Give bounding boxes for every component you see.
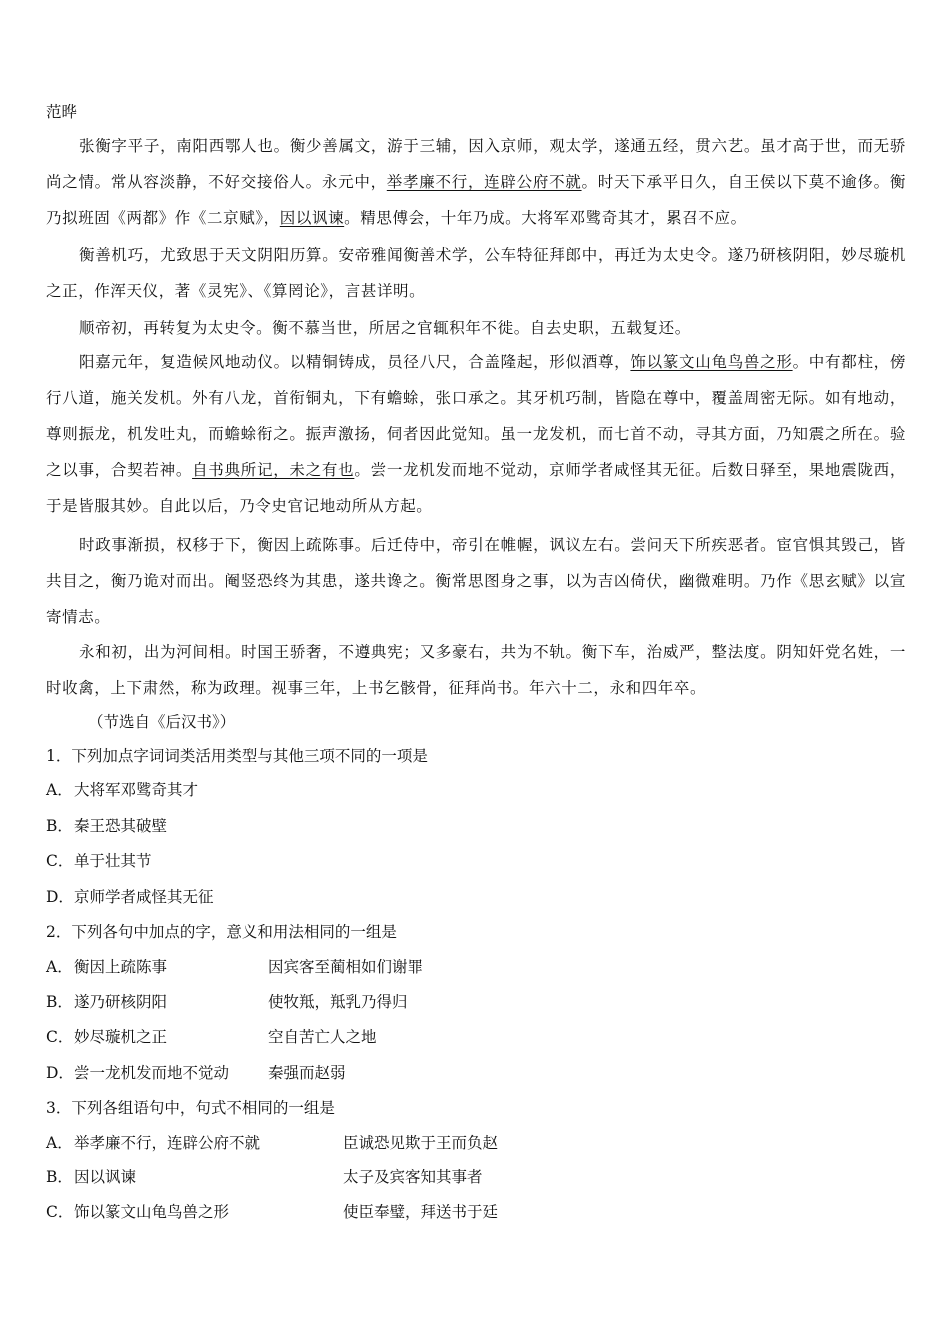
q2-option-c-right: 空自苦亡人之地 [268, 1028, 377, 1046]
q1-option-c[interactable] [46, 851, 152, 871]
q2-option-b[interactable] [46, 992, 167, 1012]
q2-option-a-right: 因宾客至蔺相如们谢罪 [268, 958, 424, 976]
question-3-stem: 3．下列各组语句中，句式不相同的一组是 [46, 1099, 335, 1117]
p1-text-b: 。时天下承平日久，自王侯以下莫不逾侈。衡乃拟班固《两都》作《二京赋》， [46, 173, 906, 227]
passage-paragraph-6: 永和初，出为河间相。时国王骄奢，不遵典宪；又多豪右，共为不轨。衡下车，治威严，整法度。阴知奸党名姓，一时收禽，上下肃然，称为政理。视事三年，上书乞骸骨，征拜尚书。年六十二，永和四年卒。 [46, 643, 906, 697]
q3-option-a-left: 举孝廉不行，连辟公府不就 [74, 1134, 261, 1152]
q3-option-a-letter: A． [46, 1134, 73, 1152]
p4-text-b: 。中有都柱，傍行八道，施关发机。外有八龙，首衔铜丸，下有蟾蜍，张口承之。其牙机巧制，皆隐在尊中，覆盖周密无际。如有地动，尊则振龙，机发吐丸，而蟾蜍衔之。振声激扬，伺者因此觉知。虽一龙发机，而七首不动，寻其方面，乃知震之所在。验之以事，合契若神。 [46, 353, 906, 479]
q2-option-d[interactable] [46, 1063, 229, 1083]
q1-option-d[interactable] [46, 887, 214, 907]
q2-option-b-right: 使牧羝，羝乳乃得归 [268, 993, 408, 1011]
q1-option-c-letter: C． [46, 852, 74, 870]
author-name: 范晔 [46, 103, 78, 121]
passage-paragraph-1 [46, 128, 906, 236]
q2-option-b-letter: B． [46, 993, 73, 1011]
passage-paragraph-4 [46, 344, 906, 524]
question-2-stem: 2．下列各句中加点的字，意义和用法相同的一组是 [46, 923, 397, 941]
q3-option-c-left: 饰以篆文山龟鸟兽之形 [74, 1203, 230, 1221]
p1-text-c: 。精思傅会，十年乃成。大将军邓骘奇其才，累召不应。 [344, 209, 747, 227]
p4-text-a: 阳嘉元年，复造候风地动仪。以精铜铸成，员径八尺，合盖隆起，形似酒尊， [79, 353, 631, 371]
q2-option-a[interactable] [46, 957, 167, 977]
q2-option-d-letter: D． [46, 1064, 74, 1082]
q3-option-b-right: 太子及宾客知其事者 [343, 1168, 483, 1186]
q3-option-c-letter: C． [46, 1203, 74, 1221]
q1-option-d-text: 京师学者咸怪其无征 [74, 888, 214, 906]
q1-option-a[interactable] [46, 780, 198, 800]
question-1-stem: 1．下列加点字词词类活用类型与其他三项不同的一项是 [46, 747, 428, 765]
p1-underline-1: 举孝廉不行，连辟公府不就 [386, 173, 582, 191]
q3-option-b-left: 因以讽谏 [74, 1168, 137, 1186]
q3-option-a-right: 臣诚恐见欺于王而负赵 [343, 1134, 499, 1152]
q3-option-a[interactable] [46, 1133, 260, 1153]
p4-underline-1: 饰以篆文山龟鸟兽之形 [630, 353, 793, 371]
q1-option-b-text: 秦王恐其破壁 [74, 817, 168, 835]
source-note: （节选自《后汉书》） [88, 713, 236, 731]
q1-option-c-text: 单于壮其节 [74, 852, 152, 870]
q1-option-d-letter: D． [46, 888, 74, 906]
q1-option-b-letter: B． [46, 817, 73, 835]
q2-option-a-letter: A． [46, 958, 73, 976]
q3-option-c-right: 使臣奉璧，拜送书于廷 [343, 1203, 499, 1221]
passage-paragraph-5: 时政事渐损，权移于下，衡因上疏陈事。后迁侍中，帝引在帷幄，讽议左右。尝问天下所疾恶者。宦官惧其毁己，皆共目之，衡乃诡对而出。阉竖恐终为其患，遂共谗之。衡常思图身之事，以为吉凶倚伏，幽微难明。乃作《思玄赋》以宣寄情志。 [46, 536, 906, 626]
passage-paragraph-3: 顺帝初，再转复为太史令。衡不慕当世，所居之官辄积年不徙。自去史职，五载复还。 [79, 319, 691, 337]
q3-option-b[interactable] [46, 1167, 136, 1187]
q3-option-c[interactable] [46, 1202, 229, 1222]
q3-option-b-letter: B． [46, 1168, 73, 1186]
q1-option-b[interactable] [46, 816, 167, 836]
q1-option-a-text: 大将军邓骘奇其才 [74, 781, 199, 799]
p4-underline-2: 自书典所记，未之有也 [192, 461, 355, 479]
passage-paragraph-2: 衡善机巧，尤致思于天文阴阳历算。安帝雅闻衡善术学，公车特征拜郎中，再迁为太史令。遂乃研核阴阳，妙尽璇机之正，作浑天仪，著《灵宪》、《算罔论》，言甚详明。 [46, 246, 906, 300]
q2-option-c[interactable] [46, 1027, 167, 1047]
q2-option-d-left: 尝一龙机发而地不觉动 [74, 1064, 230, 1082]
p1-text-a: 张衡字平子，南阳西鄂人也。衡少善属文，游于三辅，因入京师，观太学，遂通五经，贯六艺。虽才高于世，而无骄尚之情。常从容淡静，不好交接俗人。永元中， [46, 137, 906, 191]
q2-option-b-left: 遂乃研核阴阳 [74, 993, 168, 1011]
q2-option-d-right: 秦强而赵弱 [268, 1064, 346, 1082]
p4-text-c: 。尝一龙机发而地不觉动，京师学者咸怪其无征。后数日驿至，果地震陇西，于是皆服其妙。自此以后，乃令史官记地动所从方起。 [46, 461, 906, 515]
p1-underline-2: 因以讽谏 [279, 209, 345, 227]
q2-option-c-letter: C． [46, 1028, 74, 1046]
q2-option-c-left: 妙尽璇机之正 [74, 1028, 168, 1046]
q2-option-a-left: 衡因上疏陈事 [74, 958, 168, 976]
q1-option-a-letter: A． [46, 781, 73, 799]
